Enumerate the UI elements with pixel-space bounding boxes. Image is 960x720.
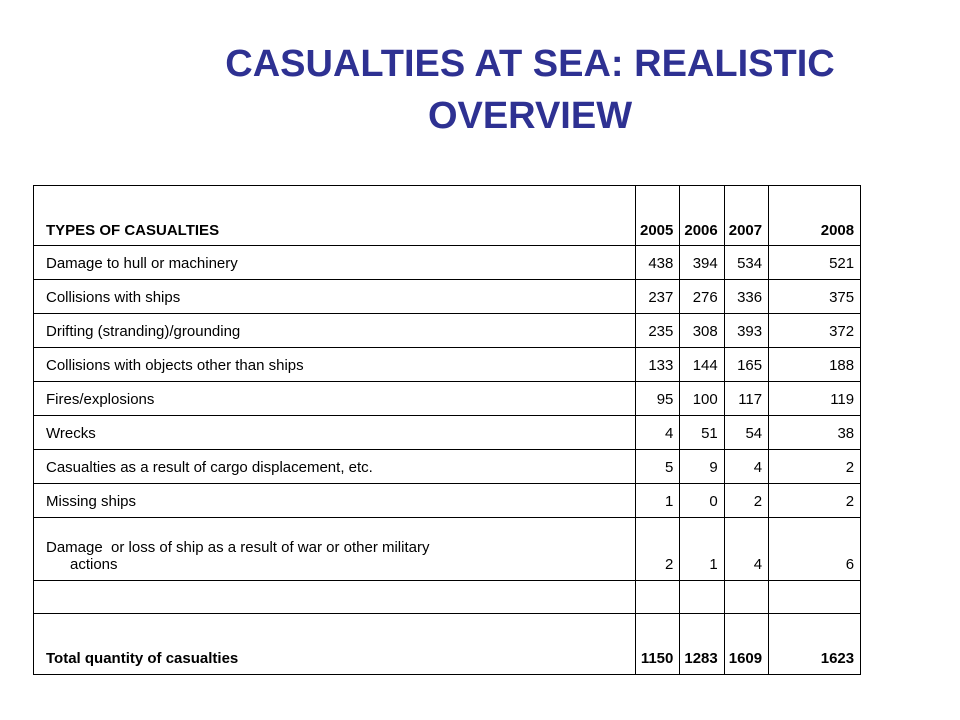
row-label-line1: Damage or loss of ship as a result of war or other military [46, 539, 430, 556]
cell-value: 6 [769, 518, 861, 581]
slide-title-line2: OVERVIEW [427, 95, 633, 137]
cell-value: 375 [769, 280, 861, 314]
cell-value: 237 [636, 280, 680, 314]
table-row [34, 314, 861, 348]
cell-value: 534 [724, 246, 768, 280]
cell-value: 4 [724, 518, 768, 581]
empty-cell [636, 581, 680, 614]
total-value: 1283 [680, 614, 724, 675]
row-label [34, 518, 636, 581]
cell-value: 133 [636, 348, 680, 382]
header-year-2006: 2006 [680, 186, 724, 246]
cell-value: 0 [680, 484, 724, 518]
cell-value: 276 [680, 280, 724, 314]
cell-value: 235 [636, 314, 680, 348]
cell-value: 336 [724, 280, 768, 314]
total-value: 1150 [636, 614, 680, 675]
cell-value: 394 [680, 246, 724, 280]
cell-value: 117 [724, 382, 768, 416]
row-label: Missing ships [34, 484, 636, 518]
cell-value: 144 [680, 348, 724, 382]
slide-title [100, 38, 960, 142]
row-label: Wrecks [34, 416, 636, 450]
header-year-2007: 2007 [724, 186, 768, 246]
cell-value: 393 [724, 314, 768, 348]
total-value: 1623 [769, 614, 861, 675]
table-row [34, 450, 861, 484]
cell-value: 54 [724, 416, 768, 450]
total-value: 1609 [724, 614, 768, 675]
cell-value: 372 [769, 314, 861, 348]
cell-value: 2 [769, 484, 861, 518]
table-row [34, 280, 861, 314]
table-row [34, 246, 861, 280]
cell-value: 5 [636, 450, 680, 484]
header-year-2005: 2005 [636, 186, 680, 246]
cell-value: 308 [680, 314, 724, 348]
row-label: Collisions with objects other than ships [34, 348, 636, 382]
cell-value: 9 [680, 450, 724, 484]
cell-value: 188 [769, 348, 861, 382]
table-total-row [34, 614, 861, 675]
row-label: Drifting (stranding)/grounding [34, 314, 636, 348]
cell-value: 438 [636, 246, 680, 280]
empty-cell [34, 581, 636, 614]
cell-value: 4 [724, 450, 768, 484]
cell-value: 4 [636, 416, 680, 450]
cell-value: 1 [636, 484, 680, 518]
cell-value: 2 [769, 450, 861, 484]
cell-value: 51 [680, 416, 724, 450]
table-row [34, 416, 861, 450]
empty-cell [769, 581, 861, 614]
table-header-row [34, 186, 861, 246]
row-label-line2: actions [70, 556, 118, 573]
cell-value: 119 [769, 382, 861, 416]
row-label: Casualties as a result of cargo displacement, etc. [34, 450, 636, 484]
table-row [34, 348, 861, 382]
total-label: Total quantity of casualties [34, 614, 636, 675]
header-types-of-casualties: TYPES OF CASUALTIES [34, 186, 636, 246]
cell-value: 95 [636, 382, 680, 416]
row-label: Damage to hull or machinery [34, 246, 636, 280]
cell-value: 2 [724, 484, 768, 518]
empty-cell [724, 581, 768, 614]
table-row [34, 484, 861, 518]
empty-cell [680, 581, 724, 614]
cell-value: 2 [636, 518, 680, 581]
row-label: Fires/explosions [34, 382, 636, 416]
casualties-table-container [33, 185, 861, 675]
casualties-table [33, 185, 861, 675]
cell-value: 1 [680, 518, 724, 581]
cell-value: 38 [769, 416, 861, 450]
table-row-empty [34, 581, 861, 614]
row-label: Collisions with ships [34, 280, 636, 314]
table-row [34, 382, 861, 416]
header-year-2008: 2008 [769, 186, 861, 246]
slide-title-line1: CASUALTIES AT SEA: REALISTIC [225, 43, 835, 85]
cell-value: 521 [769, 246, 861, 280]
table-row [34, 518, 861, 581]
cell-value: 165 [724, 348, 768, 382]
cell-value: 100 [680, 382, 724, 416]
